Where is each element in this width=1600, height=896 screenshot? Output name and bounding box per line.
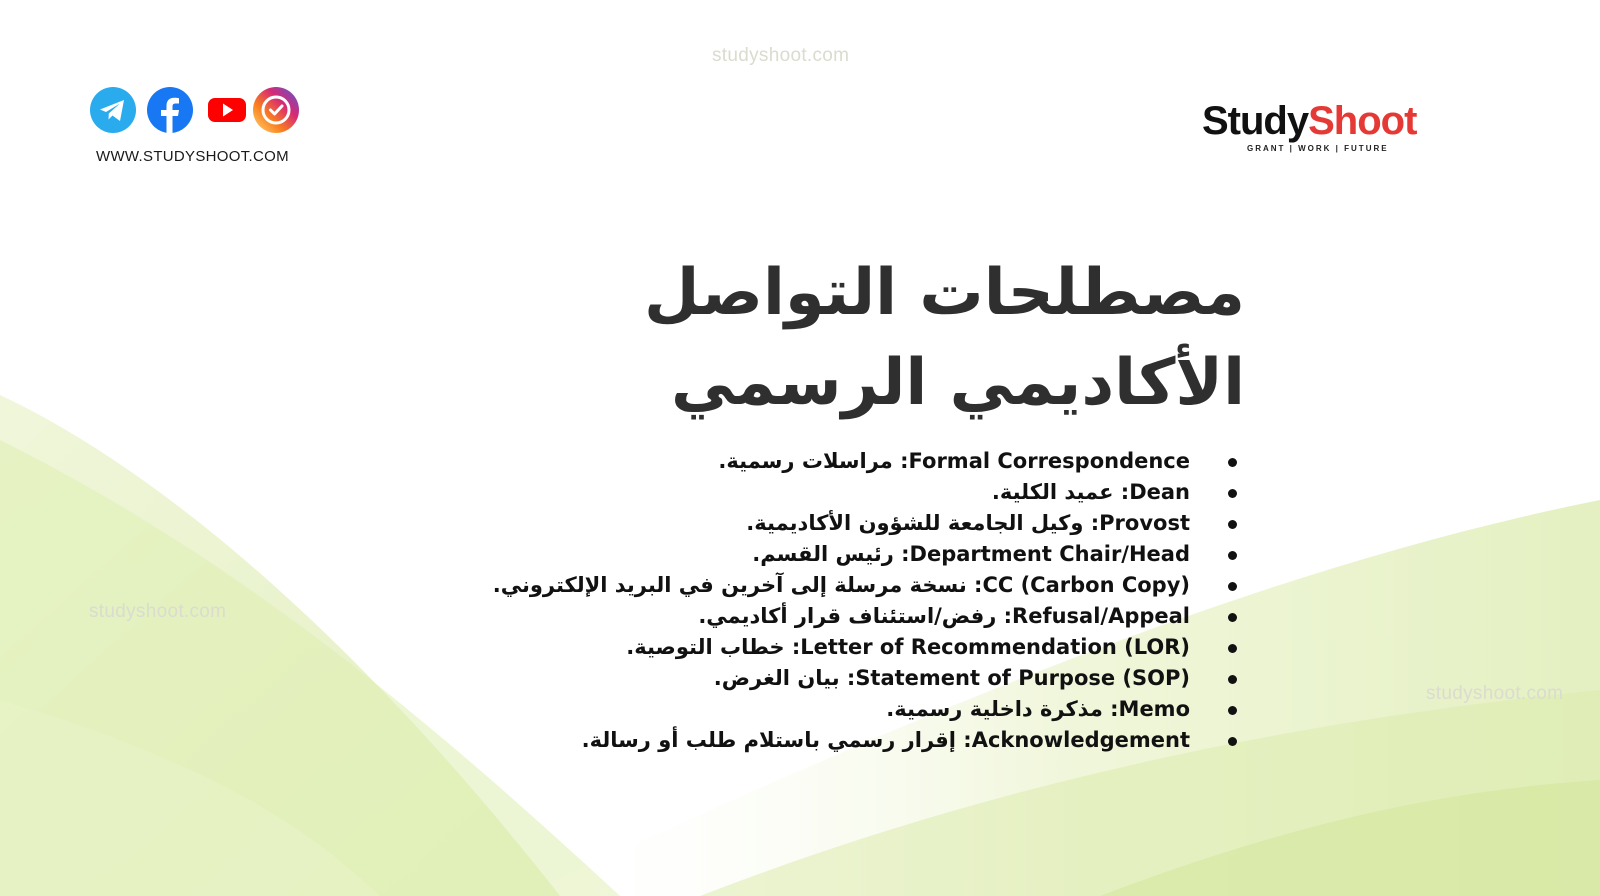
term-arabic: إقرار رسمي باستلام طلب أو رسالة. [581,728,956,752]
term-separator: : [784,635,801,659]
watermark-right: studyshoot.com [1426,683,1564,704]
term-separator: : [893,542,910,566]
list-item [475,508,1215,539]
website-url[interactable]: WWW.STUDYSHOOT.COM [96,148,289,165]
list-item [475,601,1215,632]
list-item [475,694,1215,725]
term-separator: : [1083,511,1100,535]
term-english: Department Chair/Head [909,542,1190,566]
list-item [475,446,1215,477]
list-item [475,632,1215,663]
term-english: Memo [1118,697,1190,721]
page-title [485,248,1245,428]
telegram-icon[interactable] [89,86,137,134]
term-arabic: خطاب التوصية. [626,635,785,659]
bullet-icon [1228,613,1237,622]
bullet-icon [1228,737,1237,746]
studyshoot-logo[interactable] [1202,100,1422,160]
term-separator: : [892,449,909,473]
term-english: Letter of Recommendation (LOR) [800,635,1190,659]
term-english: Statement of Purpose (SOP) [855,666,1190,690]
term-english: Acknowledgement [971,728,1190,752]
term-separator: : [839,666,856,690]
terms-list [475,446,1215,756]
bullet-icon [1228,551,1237,560]
logo-wordmark [1202,100,1422,142]
term-arabic: وكيل الجامعة للشؤون الأكاديمية. [746,511,1084,535]
term-separator: : [955,728,972,752]
term-english: CC (Carbon Copy) [982,573,1190,597]
bullet-icon [1228,706,1237,715]
term-arabic: عميد الكلية. [991,480,1114,504]
instagram-icon[interactable] [252,86,300,134]
title-line-1: مصطلحات التواصل [643,256,1245,330]
watermark-top: studyshoot.com [712,45,850,66]
bullet-icon [1228,675,1237,684]
term-english: Refusal/Appeal [1012,604,1190,628]
term-arabic: مراسلات رسمية. [718,449,893,473]
term-arabic: بيان الغرض. [713,666,840,690]
bullet-icon [1228,644,1237,653]
term-english: Formal Correspondence [908,449,1190,473]
logo-word-shoot: Shoot [1308,99,1417,143]
term-arabic: رفض/استئناف قرار أكاديمي. [698,604,997,628]
list-item [475,477,1215,508]
bullet-icon [1228,489,1237,498]
logo-word-study: Study [1202,99,1309,143]
term-english: Dean [1129,480,1190,504]
term-separator: : [1113,480,1130,504]
list-item [475,725,1215,756]
term-arabic: مذكرة داخلية رسمية. [886,697,1103,721]
list-item [475,663,1215,694]
term-separator: : [996,604,1013,628]
logo-tagline: GRANT | WORK | FUTURE [1247,144,1389,153]
term-separator: : [1102,697,1119,721]
term-english: Provost [1099,511,1190,535]
title-line-2: الأكاديمي الرسمي [670,346,1245,420]
watermark-left: studyshoot.com [89,601,227,622]
bullet-icon [1228,582,1237,591]
facebook-icon[interactable] [146,86,194,134]
bullet-icon [1228,520,1237,529]
youtube-icon[interactable] [203,86,251,134]
term-arabic: رئيس القسم. [752,542,894,566]
bullet-icon [1228,458,1237,467]
list-item [475,539,1215,570]
term-arabic: نسخة مرسلة إلى آخرين في البريد الإلكتروني. [492,573,967,597]
term-separator: : [966,573,983,597]
list-item [475,570,1215,601]
